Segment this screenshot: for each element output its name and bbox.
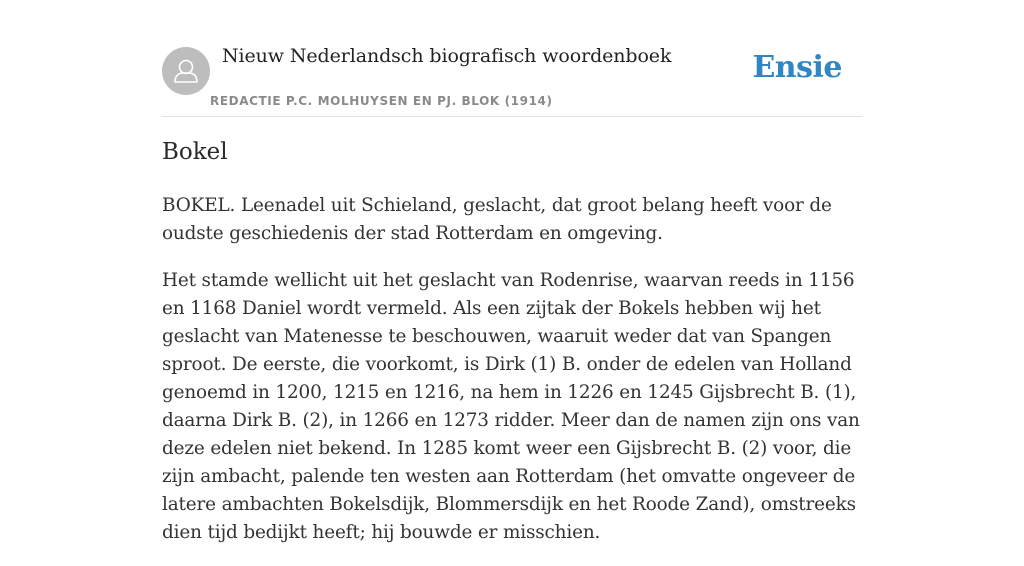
book-title[interactable]: Nieuw Nederlandsch biografisch woordenboek [222,45,672,67]
article-paragraph-2: Het stamde wellicht uit het geslacht van Rodenrise, waarvan reeds in 1156 en 1168 Daniel wordt vermeld. Als een zijtak der Bokels hebben wij het geslacht van Matenesse te beschouwen, waaruit weder dat van Spangen sproot. De eerste, die voorkomt, is Dirk (1) B. onder de edelen van Holland genoemd in 1200, 1215 en 1216, na hem in 1226 en 1245 Gijsbrecht B. (1), daarna Dirk B. (2), in 1266 en 1273 ridder. Meer dan de namen zijn ons van deze edelen niet bekend. In 1285 komt weer een Gijsbrecht B. (2) voor, die zijn ambacht, palende ten westen aan Rotterdam (het omvatte ongeveer de latere ambachten Bokelsdijk, Blommersdijk en het Roode Zand), omstreeks dien tijd bedijkt heeft; hij bouwde er misschien. [162,270,860,543]
article-paragraph-1: BOKEL. Leenadel uit Schieland, geslacht, dat groot belang heeft voor de oudste geschiedenis der stad Rotterdam en omgeving. [162,195,832,244]
header [162,38,862,117]
user-silhouette-icon [162,47,210,95]
editors-line: REDACTIE P.C. MOLHUYSEN EN PJ. BLOK (1914) [210,94,553,108]
brand-logo[interactable]: Ensie [752,50,842,85]
article-body [162,192,874,566]
article-title: Bokel [162,139,228,165]
